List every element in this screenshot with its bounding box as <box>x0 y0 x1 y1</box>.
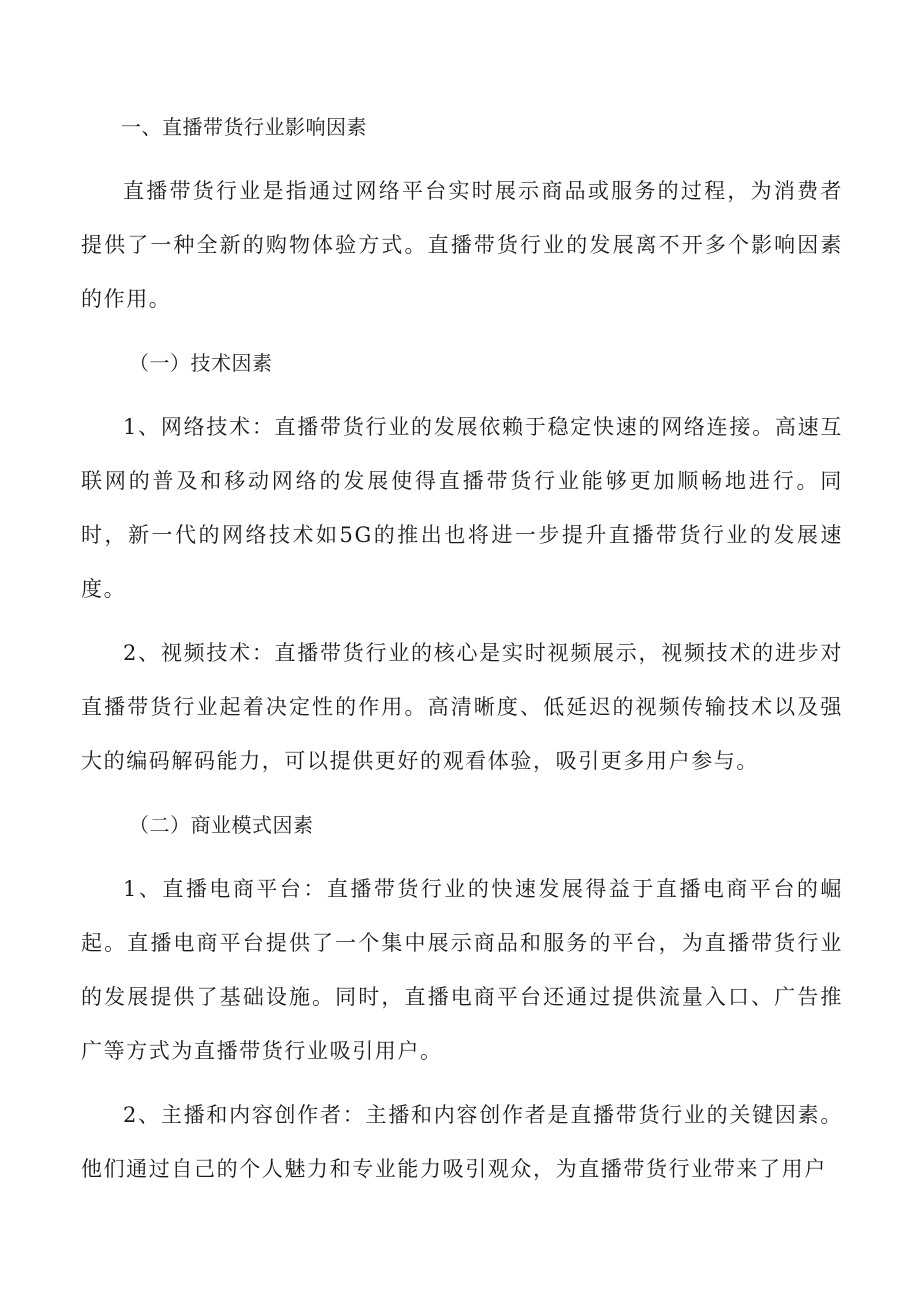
paragraph-video-technology: 2、视频技术：直播带货行业的核心是实时视频展示，视频技术的进步对直播带货行业起着决定性的作用。高清晰度、低延迟的视频传输技术以及强大的编码解码能力，可以提供更好的观看体验，吸引更多用户参与。 <box>81 641 843 773</box>
intro-paragraph: 直播带货行业是指通过网络平台实时展示商品或服务的过程，为消费者提供了一种全新的购物体验方式。直播带货行业的发展离不开多个影响因素的作用。 <box>81 179 843 311</box>
paragraph-ecommerce-platform: 1、直播电商平台：直播带货行业的快速发展得益于直播电商平台的崛起。直播电商平台提供了一个集中展示商品和服务的平台，为直播带货行业的发展提供了基础设施。同时，直播电商平台还通过提供流量入口、广告推广等方式为直播带货行业吸引用户。 <box>81 877 843 1063</box>
paragraph-hosts-creators: 2、主播和内容创作者：主播和内容创作者是直播带货行业的关键因素。他们通过自己的个人魅力和专业能力吸引观众，为直播带货行业带来了用户 <box>81 1103 843 1181</box>
document-page <box>81 100 843 1196</box>
subsection-heading-technology: （一）技术因素 <box>129 351 273 375</box>
paragraph-network-technology: 1、网络技术：直播带货行业的发展依赖于稳定快速的网络连接。高速互联网的普及和移动网络的发展使得直播带货行业能够更加顺畅地进行。同时，新一代的网络技术如5G的推出也将进一步提升直播带货行业的发展速度。 <box>81 415 843 601</box>
subsection-heading-business-model: （二）商业模式因素 <box>129 813 314 837</box>
section-heading: 一、直播带货行业影响因素 <box>121 115 367 139</box>
